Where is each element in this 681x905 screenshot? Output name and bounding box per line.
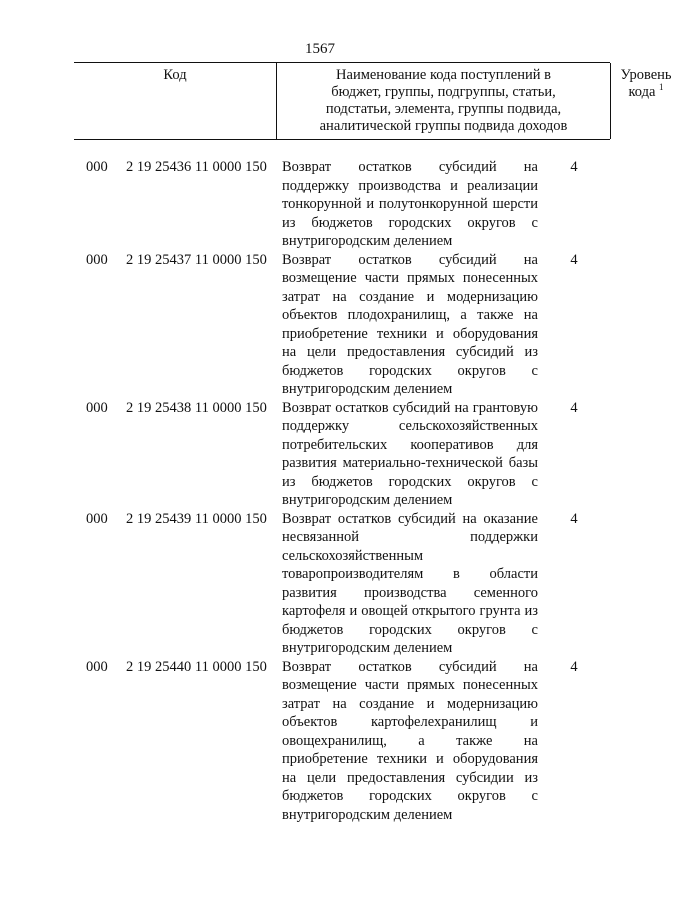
header-name-line: подстатьи, элемента, группы подвида, <box>325 101 562 117</box>
header-level-footnote: 1 <box>659 82 664 92</box>
header-level <box>611 63 681 139</box>
row-name: Возврат остатков субсидий на поддержку производства и реализации тонкорунной и полутонкорунной шерсти из бюджетов городских округов с внутригородским делением <box>282 159 538 249</box>
row-prefix: 000 <box>86 399 108 416</box>
table-header <box>74 62 672 140</box>
row-prefix: 000 <box>86 251 108 268</box>
header-level-line2: кода <box>628 84 656 100</box>
row-name: Возврат остатков субсидий на возмещение части прямых понесенных затрат на создание и модернизацию объектов картофелехранилищ и овощехранилищ, а также на приобретение техники и оборудования на цели предоставления субсидии из бюджетов городских округов с внутригородским делением <box>282 658 538 823</box>
header-name-line: аналитической группы подвида доходов <box>319 118 568 134</box>
table-body <box>0 158 640 824</box>
row-prefix: 000 <box>86 159 108 175</box>
row-level: 4 <box>570 510 578 527</box>
header-name-line: бюджет, группы, подгруппы, статьи, <box>331 84 556 100</box>
row-name: Возврат остатков субсидий на грантовую поддержку сельскохозяйственных потребительских кооперативов для развития материально-технической базы из бюджетов городских округов с внутригородским делением <box>282 399 538 508</box>
header-level-line1: Уровень <box>620 67 672 83</box>
row-prefix: 000 <box>86 510 108 527</box>
row-code: 2 19 25437 11 0000 150 <box>126 251 267 268</box>
row-code: 2 19 25439 11 0000 150 <box>126 510 267 527</box>
header-name <box>276 63 611 139</box>
row-code: 2 19 25438 11 0000 150 <box>126 399 267 416</box>
header-code: Код <box>163 67 187 83</box>
row-prefix: 000 <box>86 658 108 675</box>
row-level: 4 <box>570 658 578 675</box>
table-row <box>0 658 640 825</box>
row-level: 4 <box>570 399 578 416</box>
row-name: Возврат остатков субсидий на возмещение части прямых понесенных затрат на создание и модернизацию объектов плодохранилищ, а также на приобретение техники и оборудования на цели предоставления субсидий из бюджетов городских округов с внутригородским делением <box>282 251 538 397</box>
table-row <box>0 158 640 251</box>
table-row <box>0 251 640 399</box>
table-row <box>0 510 640 658</box>
table-row <box>0 399 640 510</box>
page-number: 1567 <box>305 41 335 57</box>
row-code: 2 19 25440 11 0000 150 <box>126 658 267 675</box>
row-level: 4 <box>570 159 578 175</box>
row-name: Возврат остатков субсидий на оказание несвязанной поддержки сельскохозяйственным товаропроизводителям в области развития производства семенного картофеля и овощей открытого грунта из бюджетов городских округов с внутригородским делением <box>282 510 538 656</box>
row-level: 4 <box>570 251 578 268</box>
row-code: 2 19 25436 11 0000 150 <box>126 159 267 175</box>
header-name-line: Наименование кода поступлений в <box>336 67 551 83</box>
